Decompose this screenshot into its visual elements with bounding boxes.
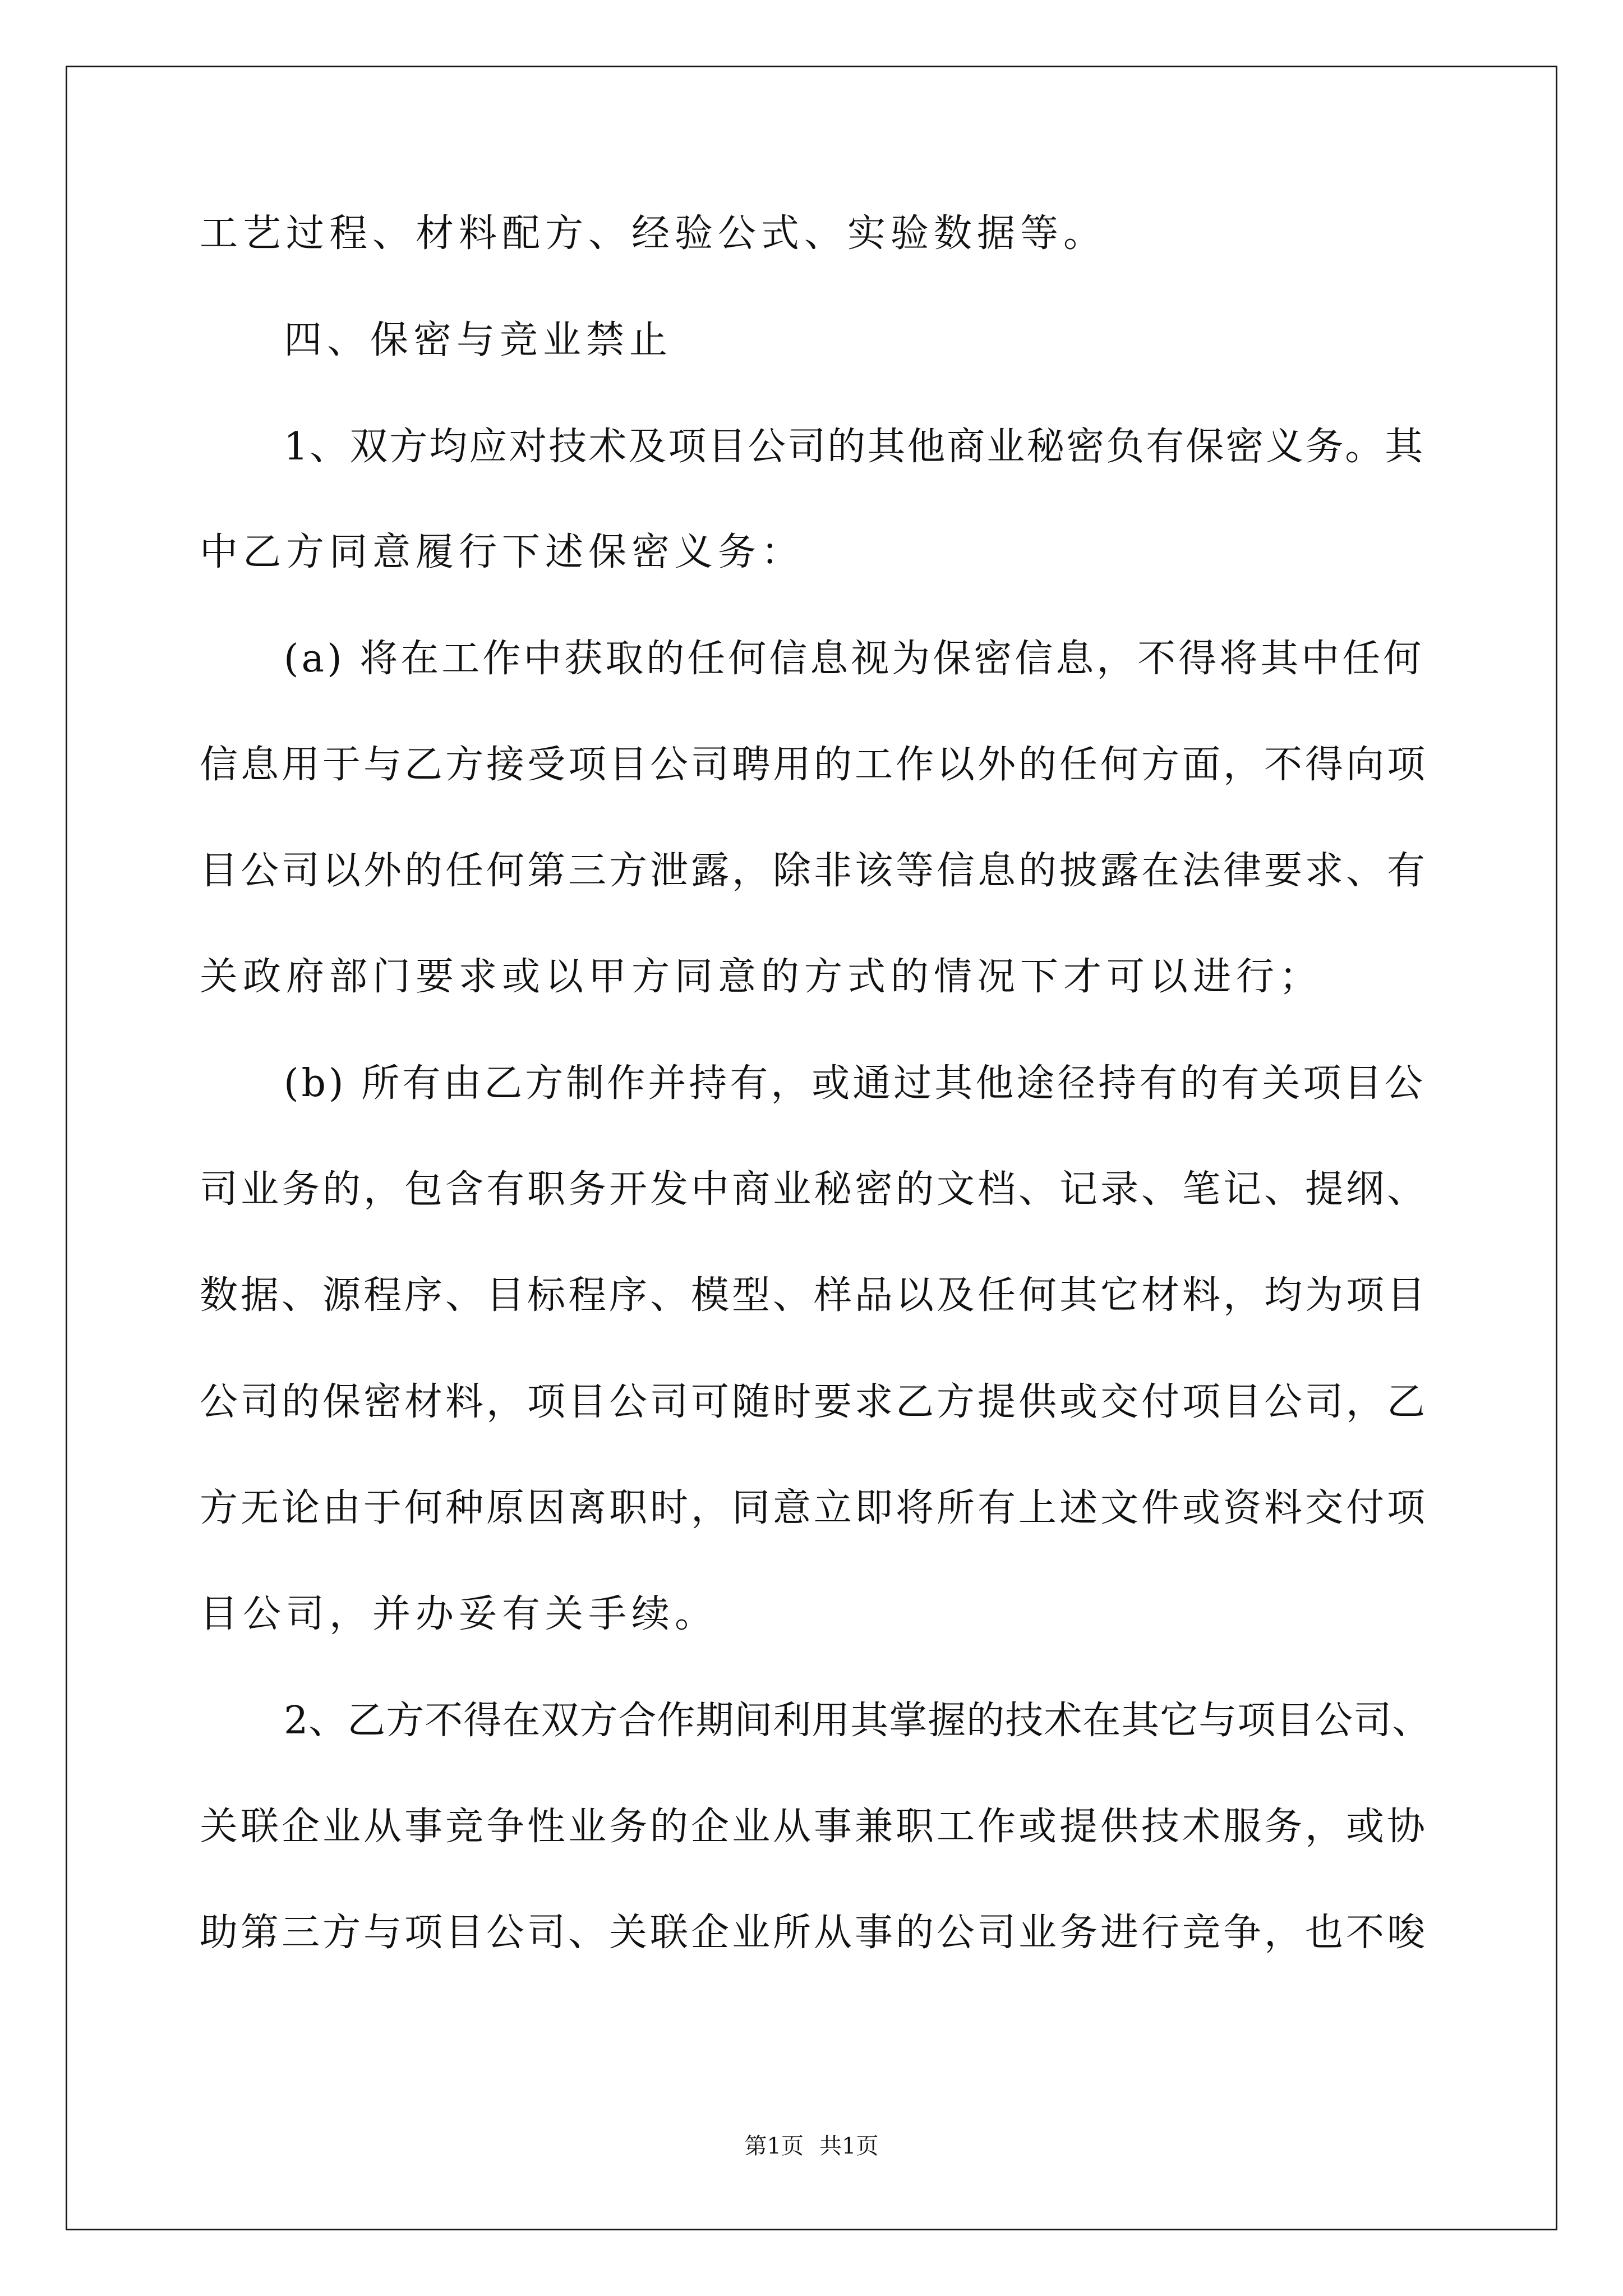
paragraph-line: 助第三方与项目公司、关联企业所从事的公司业务进行竞争，也不唆 — [200, 1911, 1428, 1955]
paragraph-line: 工艺过程、材料配方、经验公式、实验数据等。 — [200, 211, 1107, 256]
page-border — [66, 66, 1557, 2230]
paragraph-line: (a) 将在工作中获取的任何信息视为保密信息，不得将其中任何 — [284, 637, 1424, 681]
paragraph-line: 方无论由于何种原因离职时，同意立即将所有上述文件或资料交付项 — [200, 1486, 1428, 1530]
page-footer — [0, 2135, 1623, 2157]
paragraph-line: 中乙方同意履行下述保密义务： — [200, 530, 805, 574]
paragraph-line: 关联企业从事竞争性业务的企业从事兼职工作或提供技术服务，或协 — [200, 1805, 1428, 1849]
section-heading: 四、保密与竞业禁止 — [284, 318, 673, 362]
page-number: 第1页 — [744, 2133, 804, 2159]
paragraph-line: 关政府部门要求或以甲方同意的方式的情况下才可以进行； — [200, 955, 1323, 999]
paragraph-line: 信息用于与乙方接受项目公司聘用的工作以外的任何方面，不得向项 — [200, 743, 1428, 787]
paragraph-line: (b) 所有由乙方制作并持有，或通过其他途径持有的有关项目公 — [284, 1061, 1426, 1106]
paragraph-line: 公司的保密材料，项目公司可随时要求乙方提供或交付项目公司，乙 — [200, 1380, 1428, 1424]
paragraph-line: 数据、源程序、目标程序、模型、样品以及任何其它材料，均为项目 — [200, 1273, 1428, 1318]
paragraph-line: 2、乙方不得在双方合作期间利用其掌握的技术在其它与项目公司、 — [284, 1699, 1431, 1743]
paragraph-line: 目公司，并办妥有关手续。 — [200, 1592, 718, 1636]
paragraph-line: 1、双方均应对技术及项目公司的其他商业秘密负有保密义务。其 — [284, 425, 1425, 469]
paragraph-line: 目公司以外的任何第三方泄露，除非该等信息的披露在法律要求、有 — [200, 849, 1428, 893]
page-total: 共1页 — [819, 2133, 879, 2159]
paragraph-line: 司业务的，包含有职务开发中商业秘密的文档、记录、笔记、提纲、 — [200, 1167, 1428, 1212]
